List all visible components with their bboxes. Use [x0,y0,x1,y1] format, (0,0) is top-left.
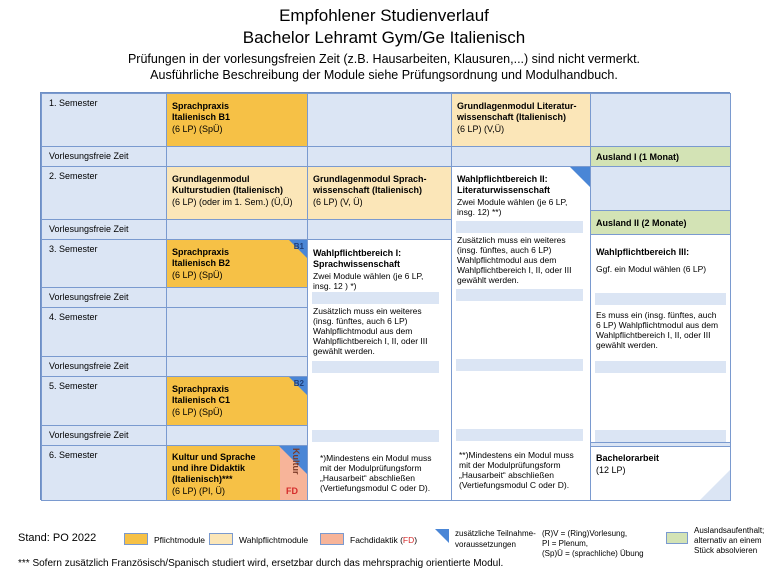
semester-band [312,430,439,442]
module-literaturwissenschaft [451,93,591,147]
empty-cell [166,356,308,377]
empty-cell [166,146,308,167]
module-kultur-didaktik [166,445,308,501]
row-break-3 [41,287,167,308]
module-title: Sprachpraxis [172,101,230,111]
prerequisite-label: B1 [293,242,304,251]
prerequisite-label: B2 [293,379,304,388]
row-label: 4. Semester [49,312,98,322]
row-label: 6. Semester [49,450,98,460]
module-description: Zusätzlich muss ein weiteres [457,235,566,245]
module-description: gewählt werden. [457,275,519,285]
module-description: Wahlpflichtbereich I, II, oder III [457,265,572,275]
row-label: 2. Semester [49,171,98,181]
module-title: Wahlpflichtbereich II: [457,174,548,184]
study-plan-grid [40,92,730,500]
legend-abbrev: (Sp)Ü = (sprachliche) Übung [542,549,644,558]
module-footnote: (Vertiefungsmodul C oder D). [320,483,431,493]
module-credits: (6 LP) (V,Ü) [457,124,505,134]
semester-band [456,429,583,441]
legend-label-ausland: Stück absolvieren [694,546,758,555]
row-semester-4 [41,307,167,357]
empty-cell [307,219,452,240]
module-description: Zusätzlich muss ein weiteres [313,306,422,316]
row-break-1 [41,146,167,167]
footnote: *** Sofern zusätzlich Französisch/Spanisch studiert wird, ersetzbar durch das mehrsprachig orientierte Modul. [18,558,504,569]
module-title: wissenschaft (Italienisch) [457,112,567,122]
legend-label-fachdidaktik [350,535,417,546]
row-break-5 [41,425,167,446]
module-wahlpflichtbereich-1 [307,239,452,501]
module-credits: (6 LP) (oder im 1. Sem.) (Ü,Ü) [172,197,293,207]
module-title: wissenschaft (Italienisch) [313,185,423,195]
module-title: Grundlagenmodul [172,174,250,184]
module-title: Italienisch B1 [172,112,231,122]
semester-band [595,293,726,305]
empty-cell [307,146,452,167]
module-description: Wahlpflichtmodul aus dem [457,255,557,265]
module-kulturstudien [166,166,308,220]
module-sprachpraxis-b2 [166,239,308,288]
legend-prerequisite-marker [435,529,449,543]
header-note-modules: Ausführliche Beschreibung der Module siehe Prüfungsordnung und Modulhandbuch. [150,68,618,82]
row-label: 1. Semester [49,98,98,108]
module-title: Wahlpflichtbereich III: [596,247,690,257]
module-credits: (6 LP) (PI, Ü) [172,486,226,496]
module-footnote: **)Mindestens ein Modul muss [459,450,574,460]
legend-label-pflicht: Pflichtmodule [154,535,206,545]
module-description: (insg. fünftes, auch 6 LP) [313,316,408,326]
module-title: Sprachpraxis [172,384,230,394]
legend-abbrev: (R)V = (Ring)Vorlesung, [542,529,628,538]
empty-cell [590,93,731,147]
legend-abbrev: PI = Plenum, [542,539,589,548]
module-title: Italienisch B2 [172,258,231,268]
module-description: gewählt werden. [596,340,658,350]
stand-label: Stand: PO 2022 [18,532,97,544]
semester-band [456,221,583,233]
legend-swatch-wahlpflicht [209,533,233,545]
module-description: Es muss ein (insg. fünftes, auch [596,310,717,320]
module-sprachwissenschaft [307,166,452,220]
legend-fd-text: FD [402,535,415,545]
module-description: (insg. fünftes, auch 6 LP) [457,245,552,255]
legend-label-ausland: Auslandsaufenthalt; [694,526,765,535]
row-semester-1 [41,93,167,147]
row-break-4 [41,356,167,377]
page-subtitle: Bachelor Lehramt Gym/Ge Italienisch [242,28,526,47]
module-wahlpflichtbereich-2 [451,166,591,501]
module-title: Sprachpraxis [172,247,230,257]
module-credits: (6 LP) (SpÜ) [172,124,223,134]
row-label: 5. Semester [49,381,98,391]
legend-swatch-fachdidaktik [320,533,344,545]
semester-band [312,292,439,304]
row-label: Vorlesungsfreie Zeit [49,224,129,234]
row-semester-3 [41,239,167,288]
page-title: Empfohlener Studienverlauf [279,6,489,25]
legend-text: Fachdidaktik ( [350,535,403,545]
legend-label-prerequisite: voraussetzungen [455,540,516,549]
empty-cell [166,425,308,446]
module-description: insg. 12) **) [457,207,502,217]
module-title: Ausland II (2 Monate) [596,218,687,228]
empty-cell [166,287,308,308]
row-label: 3. Semester [49,244,98,254]
row-semester-2 [41,166,167,220]
module-wahlpflichtbereich-3 [590,234,731,443]
module-credits: (6 LP) (SpÜ) [172,407,223,417]
row-semester-6 [41,445,167,501]
module-title: und ihre Didaktik [172,463,246,473]
module-ausland-2 [590,210,731,235]
module-description: Wahlpflichtmodul aus dem [313,326,413,336]
module-description: Wahlpflichtbereich I, II, oder III [313,336,428,346]
semester-band [312,361,439,373]
module-sprachpraxis-c1 [166,376,308,426]
module-title: Kultur und Sprache [172,452,256,462]
legend-swatch-pflicht [124,533,148,545]
empty-cell [166,307,308,357]
row-label: Vorlesungsfreie Zeit [49,151,129,161]
module-title: Kulturstudien (Italienisch) [172,185,284,195]
semester-band [595,430,726,442]
prerequisite-label: Kultur [291,448,301,475]
module-description: gewählt werden. [313,346,375,356]
module-sprachpraxis-b1 [166,93,308,147]
module-footnote: „Hausarbeit“ abschließen [320,473,415,483]
module-title: Grundlagenmodul Sprach- [313,174,427,184]
legend-swatch-ausland [666,532,688,544]
semester-band [456,359,583,371]
semester-band [595,361,726,373]
module-footnote: (Vertiefungsmodul C oder D). [459,480,570,490]
module-credits: (6 LP) (SpÜ) [172,270,223,280]
row-break-2 [41,219,167,240]
module-title: Italienisch C1 [172,395,231,405]
module-description: insg. 12 ) *) [313,281,357,291]
fachdidaktik-label: FD [286,486,298,496]
header-note-exams: Prüfungen in der vorlesungsfreien Zeit (z.B. Hausarbeiten, Klausuren,...) sind nicht vermerkt. [127,52,641,66]
module-footnote: „Hausarbeit“ abschließen [459,470,554,480]
empty-cell [166,219,308,240]
module-ausland-1 [590,146,731,167]
prerequisite-marker [570,167,590,187]
legend-label-prerequisite: zusätzliche Teilnahme- [455,529,536,538]
module-footnote: mit der Modulprüfungsform [320,463,422,473]
module-description: Ggf. ein Modul wählen (6 LP) [596,264,707,274]
row-label: Vorlesungsfreie Zeit [49,361,129,371]
legend-label-ausland: alternativ an einem [694,536,762,545]
legend-text: ) [414,535,418,545]
module-footnote: *)Mindestens ein Modul muss [320,453,432,463]
module-title: Sprachwissenschaft [313,259,401,269]
corner-decoration [700,470,730,500]
module-title: Literaturwissenschaft [457,185,551,195]
module-footnote: mit der Modulprüfungsform [459,460,561,470]
module-credits: (6 LP) (V, Ü) [313,197,363,207]
semester-band [456,289,583,301]
module-description: Zwei Module wählen (je 6 LP, [457,197,568,207]
module-title: Ausland I (1 Monat) [596,152,679,162]
row-label: Vorlesungsfreie Zeit [49,430,129,440]
module-title: Bachelorarbeit [596,453,660,463]
row-semester-5 [41,376,167,426]
module-description: Wahlpflichtbereich I, II, oder III [596,330,711,340]
module-title: (Italienisch)*** [172,474,233,484]
module-title: Grundlagenmodul Literatur- [457,101,577,111]
module-description: 6 LP) Wahlpflichtmodul aus dem [596,320,719,330]
module-description: Zwei Module wählen (je 6 LP, [313,271,424,281]
empty-cell [307,93,452,147]
module-credits: (12 LP) [596,465,626,475]
empty-cell [451,146,591,167]
legend-label-wahlpflicht: Wahlpflichtmodule [239,535,309,545]
row-label: Vorlesungsfreie Zeit [49,292,129,302]
module-title: Wahlpflichtbereich I: [313,248,402,258]
module-bachelorarbeit [590,446,731,501]
empty-cell [590,166,731,211]
